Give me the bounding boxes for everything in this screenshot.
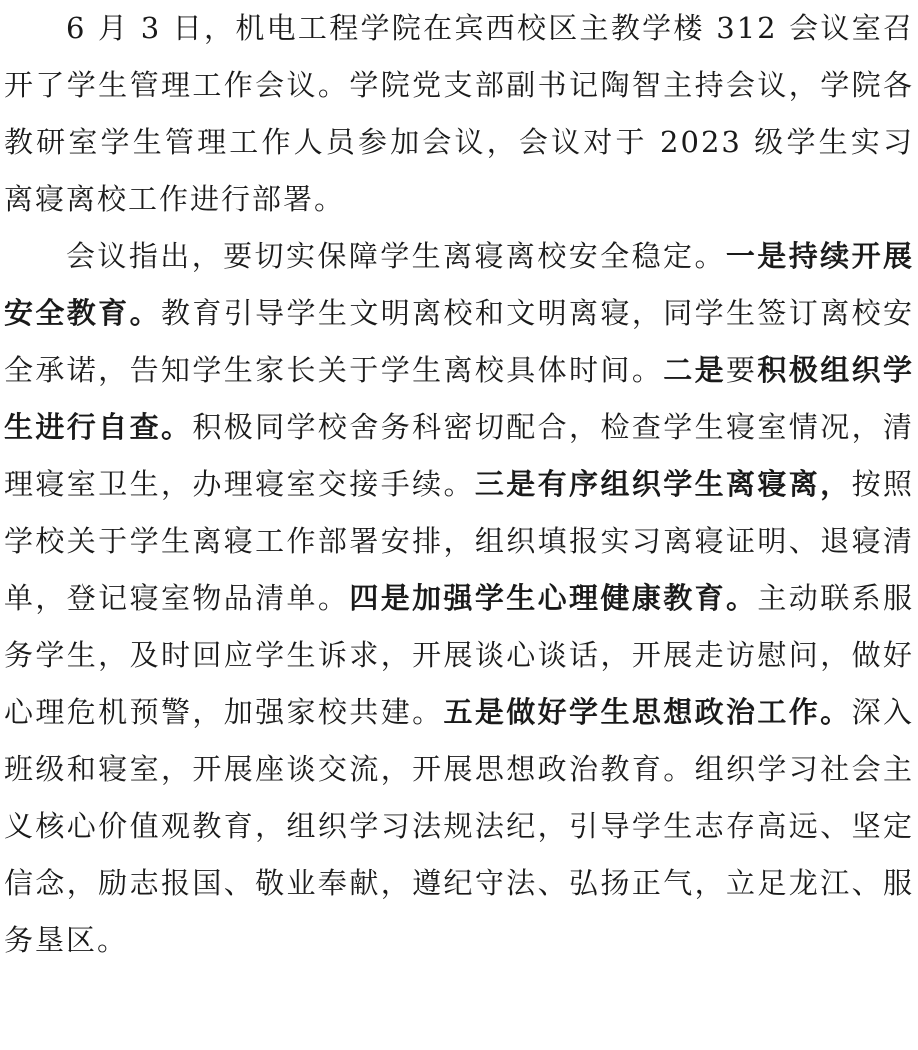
point-three-text: 按照学校关于学生离寝工作部署安排，组织填报实习离寝证明、退寝清单，登记寝室物品清单。	[4, 467, 914, 615]
point-three-heading: 三是有序组织学生离寝离，	[474, 467, 852, 501]
point-two-text: 积极同学校舍务科密切配合，检查学生寝室情况，清理寝室卫生，办理寝室交接手续。	[4, 410, 914, 501]
point-one-heading: 一是持续开展安全教育。	[4, 239, 914, 330]
point-two-prefix: 二是	[663, 353, 727, 387]
point-five-text: 深入班级和寝室，开展座谈交流，开展思想政治教育。组织学习社会主义核心价值观教育，组织学习法规法纪，引导学生志存高远、坚定信念，励志报国、敬业奉献，遵纪守法、弘扬正气，立足龙江、服务垦区。	[4, 695, 914, 957]
document-page	[4, 0, 914, 1050]
point-four-text: 主动联系服务学生，及时回应学生诉求，开展谈心谈话，开展走访慰问，做好心理危机预警，加强家校共建。	[4, 581, 914, 729]
point-two-connector: 要	[726, 353, 758, 387]
point-five-heading: 五是做好学生思想政治工作。	[443, 695, 852, 729]
intro-text: 6 月 3 日，机电工程学院在宾西校区主教学楼 312 会议室召开了学生管理工作会议。学院党支部副书记陶智主持会议，学院各教研室学生管理工作人员参加会议，会议对于 2023 级学生实习离寝离校工作进行部署。	[4, 11, 914, 216]
point-two-heading: 积极组织学生进行自查。	[4, 353, 914, 444]
point-one-text: 教育引导学生文明离校和文明离寝，同学生签订离校安全承诺，告知学生家长关于学生离校具体时间。	[4, 296, 914, 387]
paragraph-meeting-intro	[4, 0, 914, 228]
points-lead-text: 会议指出，要切实保障学生离寝离校安全稳定。	[66, 239, 726, 273]
paragraph-meeting-points	[4, 228, 914, 969]
point-four-heading: 四是加强学生心理健康教育。	[349, 581, 758, 615]
